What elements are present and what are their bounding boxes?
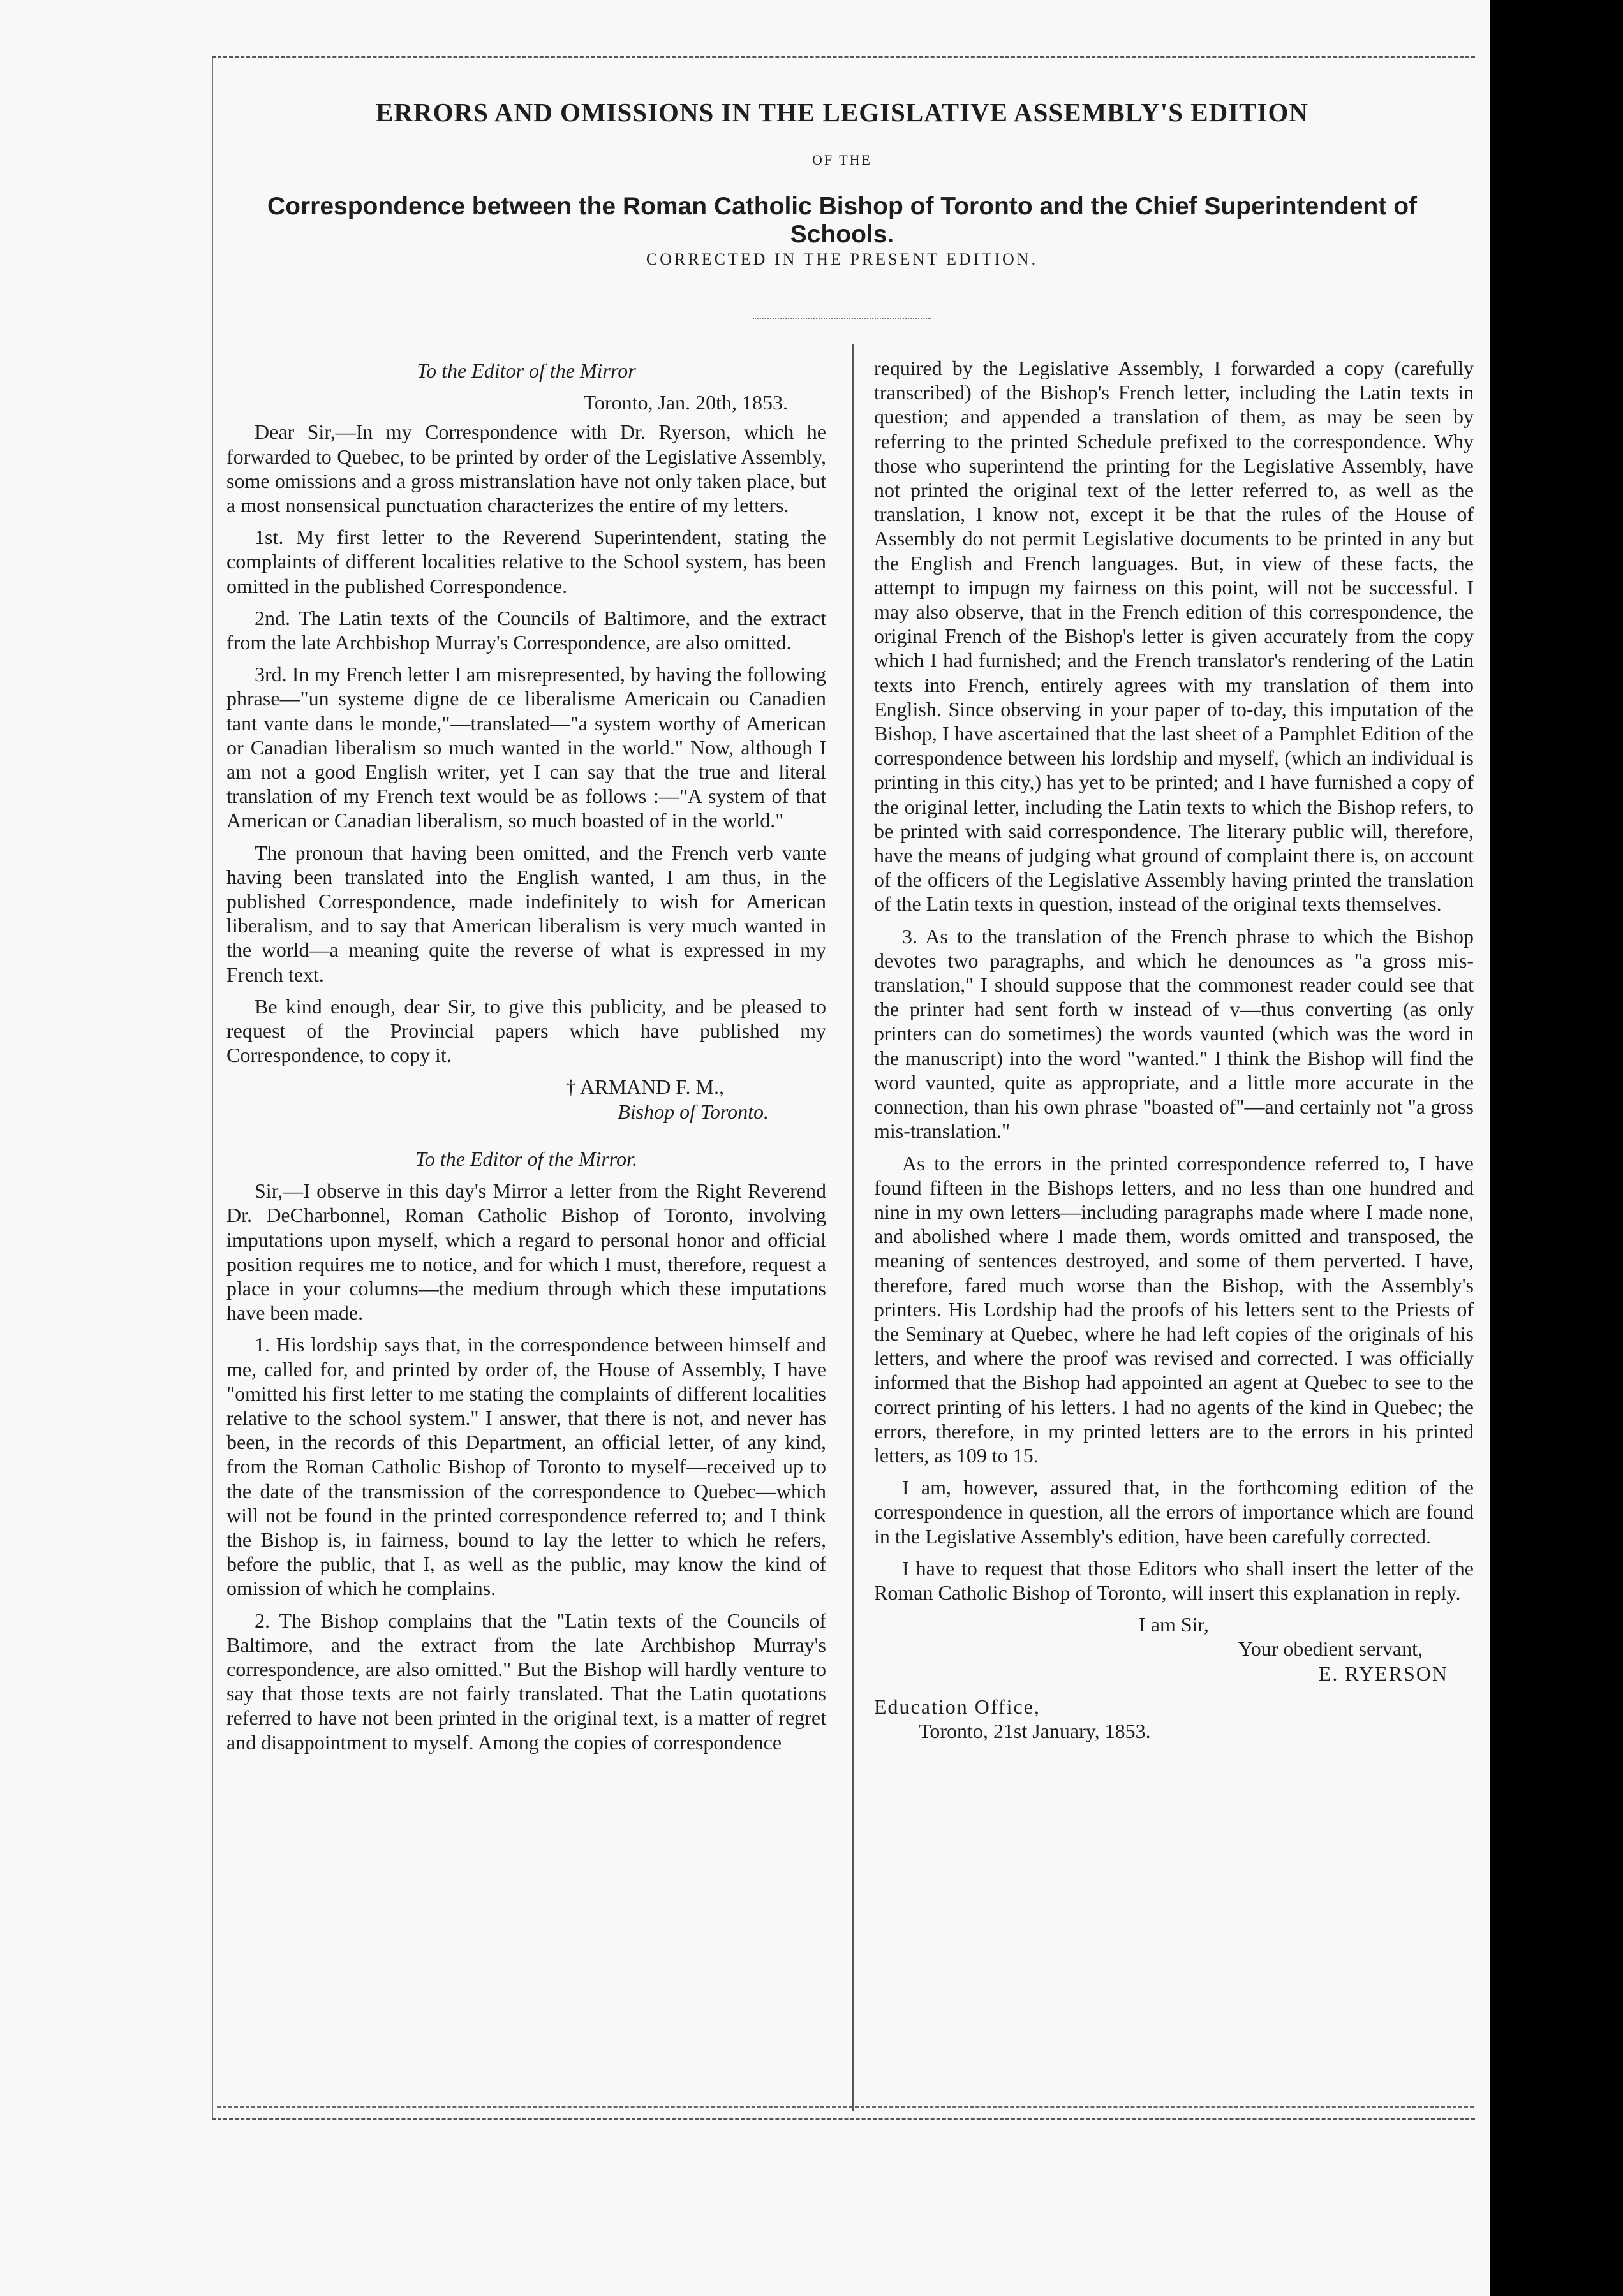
letter2-paragraph: I have to request that those Editors who shall insert the letter of the Roman Catholic Bishop of Toronto, will insert this explanation in reply. [874, 1556, 1474, 1604]
scan-edge [1490, 0, 1623, 2296]
letter1-signature-title: Bishop of Toronto. [618, 1100, 769, 1123]
letter2-office-date: Toronto, 21st January, 1853. [919, 1719, 1151, 1742]
document-corrected-note: CORRECTED IN THE PRESENT EDITION. [646, 250, 1039, 269]
letter2-paragraph: 1. His lordship says that, in the correspondence between himself and me, called for, and printed by order of, the House of Assembly, I have "omitted his first letter to me stating the complaints of different localities relative to the school system." I answer, that there is not, and never has been, in the records of this Department, an official letter, of any kind, from the Roman Catholic Bishop of Toronto to myself—received up to the date of the transmission of the correspondence to Quebec—which will not be found in the printed correspondence referred to; and I think the Bishop is, in fairness, bound to lay the letter to which he refers, before the public, that I, as well as the public, may know the kind of omission of which he complains. [226, 1333, 826, 1600]
letter2-paragraph: Sir,—I observe in this day's Mirror a letter from the Right Reverend Dr. DeCharbonnel, Roman Catholic Bishop of Toronto, involving imputations upon myself, which a regard to personal honor and official position requires me to notice, and for which I must, therefore, request a place in your columns—the medium through which these imputations have been made. [226, 1179, 826, 1325]
letter1-paragraph: 2nd. The Latin texts of the Councils of Baltimore, and the extract from the late Archbishop Murray's Correspondence, are also omitted. [226, 606, 826, 654]
letter1-paragraph: 1st. My first letter to the Reverend Superintendent, stating the complaints of different localities relative to the School system, has been omitted in the published Correspondence. [226, 526, 826, 598]
letter2-closing: I am Sir, [1139, 1613, 1209, 1637]
title-divider [753, 318, 931, 319]
letter1-dateline: Toronto, Jan. 20th, 1853. [583, 391, 788, 415]
document-subtitle: Correspondence between the Roman Catholic Bishop of Toronto and the Chief Superintendent of Schools. [267, 193, 1417, 248]
letter2-paragraph: 2. The Bishop complains that the "Latin texts of the Councils of Baltimore, and the extract from the late Archbishop Murray's correspondence, are also omitted." But the Bishop will hardly venture to say that those texts are not fairly translated. That the Latin quotations referred to have not been printed in the original text, is a matter of regret and disappointment to myself. Among the copies of correspondence [226, 1608, 826, 1754]
bottom-border [217, 2106, 1474, 2108]
left-column [226, 358, 826, 1762]
letter2-paragraph: 3. As to the translation of the French phrase to which the Bishop devotes two paragraphs, and which he denounces as "a gross mis-translation," I should suppose that the commonest reader could see that the printer had sent forth w instead of v—thus converting (as only printers can do sometimes) the words vaunted (which was the word in the manuscript) into the word "wanted." I think the Bishop will find the word vaunted, quite as appropriate, and a little more accurate in the connection, than his own phrase "boasted of"—and certainly not "a gross mis-translation." [874, 924, 1474, 1143]
letter1-paragraph: Dear Sir,—In my Correspondence with Dr. Ryerson, which he forwarded to Quebec, to be printed by order of the Legislative Assembly, some omissions and a gross mistranslation have not only taken place, but a most nonsensical punctuation characterizes the entire of my letters. [226, 420, 826, 517]
letter2-paragraph: I am, however, assured that, in the forthcoming edition of the correspondence in question, all the errors of importance which are found in the Legislative Assembly's edition, have been carefully corrected. [874, 1476, 1474, 1548]
letter2-salutation: To the Editor of the Mirror. [415, 1147, 637, 1170]
letter2-paragraph: required by the Legislative Assembly, I forwarded a copy (carefully transcribed) of the Bishop's French letter, including the Latin texts in question; and appended a translation of them, as may be seen by referring to the printed Schedule prefixed to the correspondence. Why those who superintend the printing for the Legislative Assembly, have not printed the original text of the letter referred to, as well as the translation, I know not, except it be that the rules of the House of Assembly do not permit Legislative documents to be printed in any but the English and French languages. But, in view of these facts, the attempt to impugn my fairness on this point, will not be successful. I may also observe, that in the French edition of this correspondence, the original French of the Bishop's letter is given accurately from the copy which I had furnished; and the French translator's rendering of the Latin texts into French, entirely agrees with my translation of them into English. Since observing in your paper of to-day, this imputation of the Bishop, I have ascertained that the last sheet of a Pamphlet Edition of the correspondence between his lordship and myself, (which an individual is printing in this city,) has yet to be printed; and I have furnished a copy of the original letter, including the Latin texts to which the Bishop refers, to be printed with said correspondence. The literary public will, therefore, have the means of judging what ground of complaint there is, on account of the officers of the Legislative Assembly having printed the translation of the Latin texts in question, instead of the original texts themselves. [874, 357, 1474, 916]
letter1-signature-name: † ARMAND F. M., [565, 1075, 724, 1099]
document-title: ERRORS AND OMISSIONS IN THE LEGISLATIVE ASSEMBLY'S EDITION [376, 98, 1308, 127]
letter1-paragraph: Be kind enough, dear Sir, to give this publicity, and be pleased to request of the Provincial papers which have published my Correspondence, to copy it. [226, 994, 826, 1067]
right-column [874, 356, 1474, 1743]
letter2-closing-servant: Your obedient servant, [1238, 1637, 1423, 1661]
letter1-paragraph: The pronoun that having been omitted, and the French verb vante having been translated into the English wanted, I am thus, in the published Correspondence, made indefinitely to wish for American liberalism, and to say that American liberalism is very much wanted in the world—a meaning quite the reverse of what is expressed in my French text. [226, 841, 826, 986]
letter2-paragraph: As to the errors in the printed correspondence referred to, I have found fifteen in the Bishops letters, and no less than one hundred and nine in my own letters—including paragraphs made where I made none, and abolished where I made them, words omitted and transposed, the meaning of sentences destroyed, and some of them perverted. I have, therefore, fared much worse than the Bishop, with the Assembly's printers. His Lordship had the proofs of his letters sent to the Priests of the Seminary at Quebec, where he had left copies of the originals of his letters, and where the proof was revised and corrected. I was officially informed that the Bishop had appointed an agent at Quebec to see to the correct printing of his letters. I had no agents of the kind in Quebec; the errors, therefore, in my printed letters are to the errors in his printed letters, as 109 to 15. [874, 1151, 1474, 1467]
document-of-the: OF THE [812, 152, 872, 168]
column-divider [852, 344, 854, 2111]
letter2-office: Education Office, [874, 1695, 1041, 1718]
letter2-signature-name: E. RYERSON [1318, 1661, 1448, 1685]
letter1-paragraph: 3rd. In my French letter I am misrepresented, by having the following phrase—"un systeme digne de ce liberalisme Americain ou Canadien tant vante dans le monde,"—translated—"a system worthy of American or Canadian liberalism so much wanted in the world." Now, although I am not a good English writer, yet I can say that the true and literal translation of my French text would be as follows :—"A system of that American or Canadian liberalism, so much boasted of in the world." [226, 663, 826, 832]
letter1-salutation: To the Editor of the Mirror [417, 359, 636, 382]
